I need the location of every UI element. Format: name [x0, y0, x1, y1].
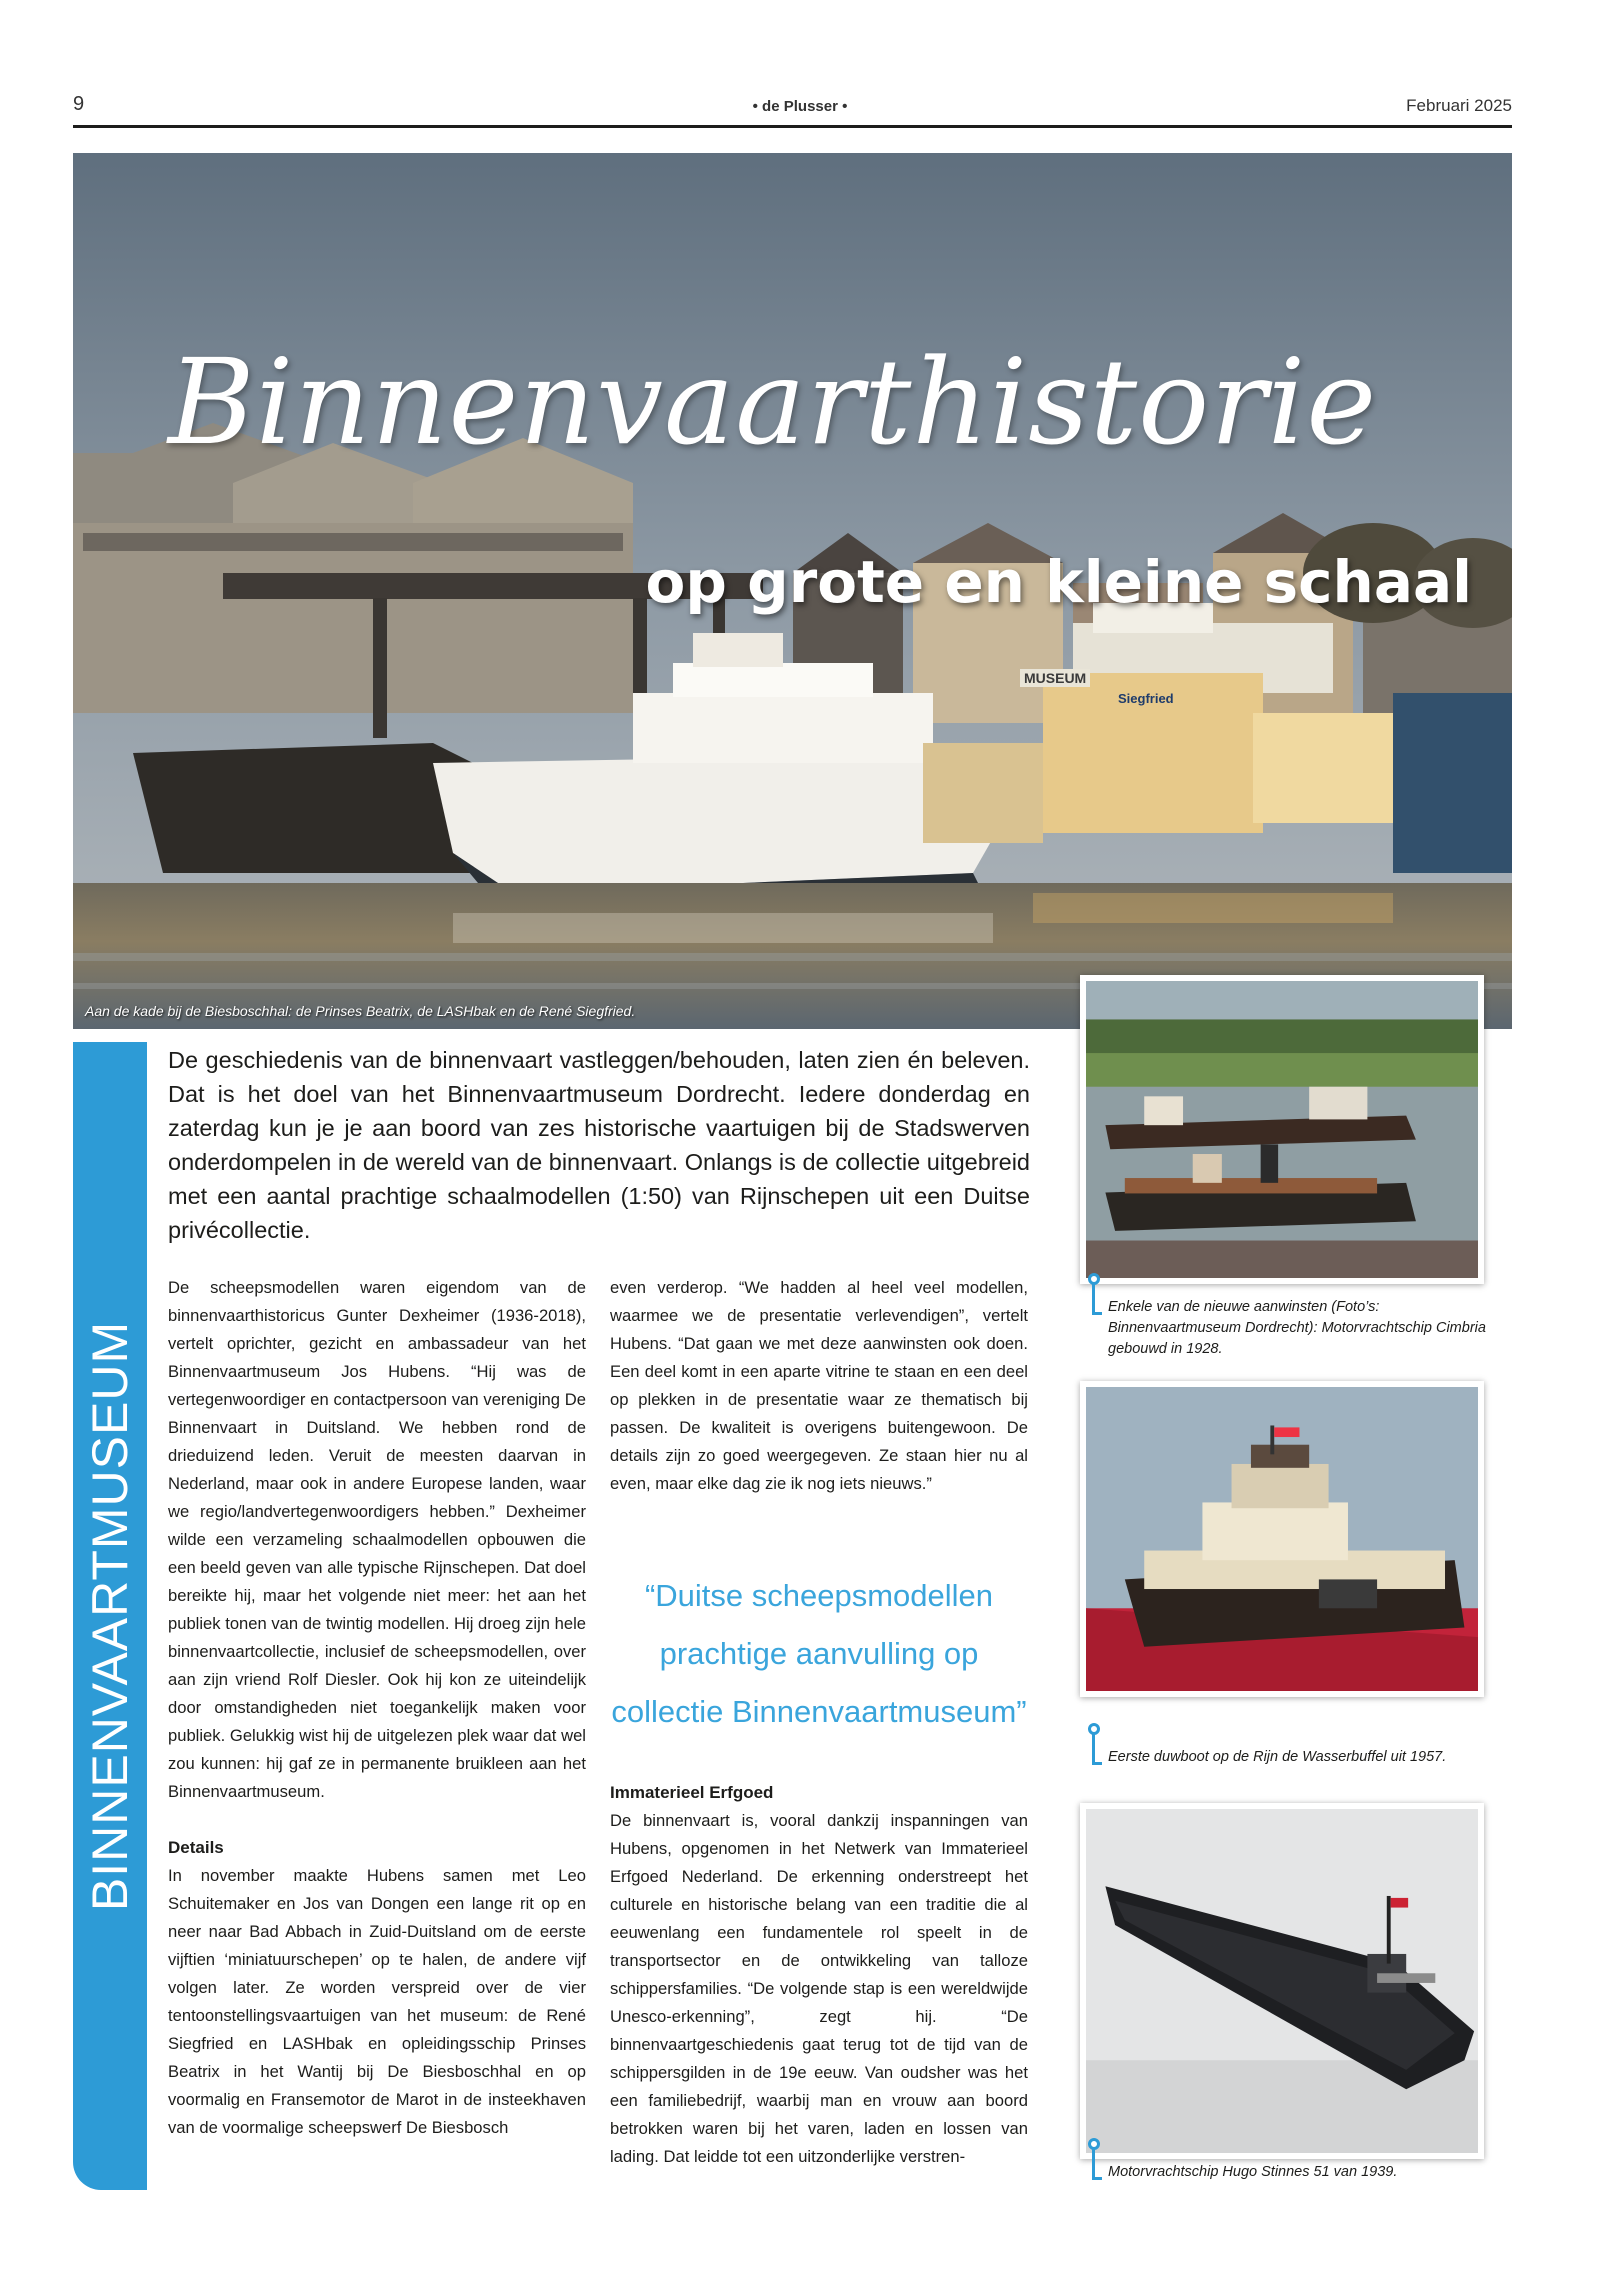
photo-caption-1: Enkele van de nieuwe aanwinsten (Foto’s: Binnenvaartmuseum Dordrecht): Motorvrachtschip Cimbria gebouwd in 1928.: [1108, 1299, 1486, 1357]
body-paragraph: In november maakte Hubens samen met Leo Schuitemaker en Jos van Dongen een lange rit op en neer naar Bad Abbach in Zuid-Duitsland om de eerste vijftien ‘miniatuurschepen’ op te halen, de andere vijf volgen later. Ze worden verspreid over de vier tentoonstellingsvaartuigen van het museum: de René Siegfried en LASHbak en opleidingsschip Prinses Beatrix in het Wantij bij De Biesboschhal en op voormalig en Fransemotor de Marot in de insteekhaven van de voormalige scheepswerf De Biesbosch: [168, 1866, 586, 2137]
publication-name: • de Plusser •: [752, 98, 848, 115]
text-column-2: [610, 1274, 1028, 1498]
hero-photo: [73, 153, 1512, 1029]
subheading-erfgoed: Immaterieel Erfgoed: [610, 1783, 774, 1802]
issue-date: Februari 2025: [1406, 96, 1512, 115]
ship-name-sign: Siegfried: [1118, 691, 1174, 706]
body-paragraph: De scheepsmodellen waren eigendom van de binnenvaarthistoricus Gunter Dexheimer (1936-2018), vertelt oprichter, gezicht en ambassadeur van het Binnenvaartmuseum Jos Hubens. “Hij was de vertegenwoordiger en contactpersoon van vereniging De Binnenvaart in Duitsland. We hebben rond de drieduizend leden. Veruit de meesten daarvan in Nederland, maar ook in andere Europese landen, waar we regio/landvertegenwoordigers hebben.” Dexheimer wilde een verzameling schaalmodellen opbouwen die een beeld geven van alle typische Rijnschepen. Dat doel bereikte hij, maar het volgende niet meer: het aan het publiek tonen van de twintig modellen. Hij droeg zijn hele binnenvaartcollectie, inclusief de scheepsmodellen, over aan zijn vriend Rolf Diesler. Ook hij kon ze uiteindelijk door omstandigheden niet toegankelijk maken voor publiek. Gelukkig wist hij de uitgelezen plek waar dat wel zou kunnen: hij gaf ze in permanente bruikleen aan het Binnenvaartmuseum.: [168, 1278, 586, 1801]
photo-wasserbuffel: [1080, 1381, 1484, 1697]
intro-paragraph: De geschiedenis van de binnenvaart vastleggen/behouden, laten zien én beleven. Dat is het doel van het Binnenvaartmuseum Dordrecht. Iedere donderdag en zaterdag kun je je aan boord van zes historische vaartuigen bij de Stadswerven onderdompelen in de wereld van de binnenvaart. Onlangs is de collectie uitgebreid met een aantal prachtige schaalmodellen (1:50) van Rijnschepen uit een Duitse privécollectie.: [168, 1047, 1030, 1243]
photo-caption-2: Eerste duwboot op de Rijn de Wasserbuffel uit 1957.: [1108, 1749, 1447, 1765]
museum-sign: MUSEUM: [1020, 669, 1090, 687]
pull-quote: “Duitse scheepsmodellen prachtige aanvulling op collectie Binnenvaartmuseum”: [611, 1578, 1027, 1729]
photo-hugo-stinnes: [1080, 1803, 1484, 2159]
section-side-band: [73, 1042, 147, 2190]
body-paragraph: even verderop. “We hadden al heel veel modellen, waarmee we de presentatie verlevendigen”, vertelt Hubens. “Dat gaan we met deze aanwinsten ook doen. Een deel komt in een aparte vitrine te staan en een deel op plekken in de presentatie waar ze thematisch bij passen. De kwaliteit is overigens buitengewoon. De details zijn zo goed weergegeven. Ze staan hier nu al even, maar elke dag zie ik nog iets nieuws.”: [610, 1278, 1028, 1493]
text-column-1: [168, 1274, 586, 2142]
article-subtitle: op grote en kleine schaal: [645, 548, 1472, 616]
body-paragraph: De binnenvaart is, vooral dankzij inspanningen van Hubens, opgenomen in het Netwerk van Immaterieel Erfgoed Nederland. De erkenning onderstreept het culturele en historische belang van een traditie die al eeuwenlang een fundamentele rol speelt in de transportsector en de ontwikkeling van talloze schippersfamilies. “De volgende stap is een wereldwijde Unesco-erkenning”, zegt hij. “De binnenvaartgeschiedenis gaat terug tot de tijd van de schippersgilden in de 19e eeuw. Van oudsher was het een familiebedrijf, waarbij man en vrouw aan boord betrokken waren bij het varen, laden en lossen van lading. Dat leidde tot een uitzonderlijke verstren-: [610, 1811, 1028, 2166]
subheading-details: Details: [168, 1838, 224, 1857]
page-number: 9: [73, 93, 85, 115]
header-rule: [73, 125, 1512, 128]
section-label: BINNENVAARTMUSEUM: [82, 1320, 138, 1912]
hero-caption: Aan de kade bij de Biesboschhal: de Prinses Beatrix, de LASHbak en de René Siegfried.: [85, 1003, 636, 1019]
article-title: Binnenvaarthistorie: [168, 333, 1378, 471]
photo-caption-3: Motorvrachtschip Hugo Stinnes 51 van 1939.: [1108, 2164, 1398, 2180]
text-column-2-lower: [610, 1779, 1028, 2171]
photo-cimbria: [1080, 975, 1484, 1284]
